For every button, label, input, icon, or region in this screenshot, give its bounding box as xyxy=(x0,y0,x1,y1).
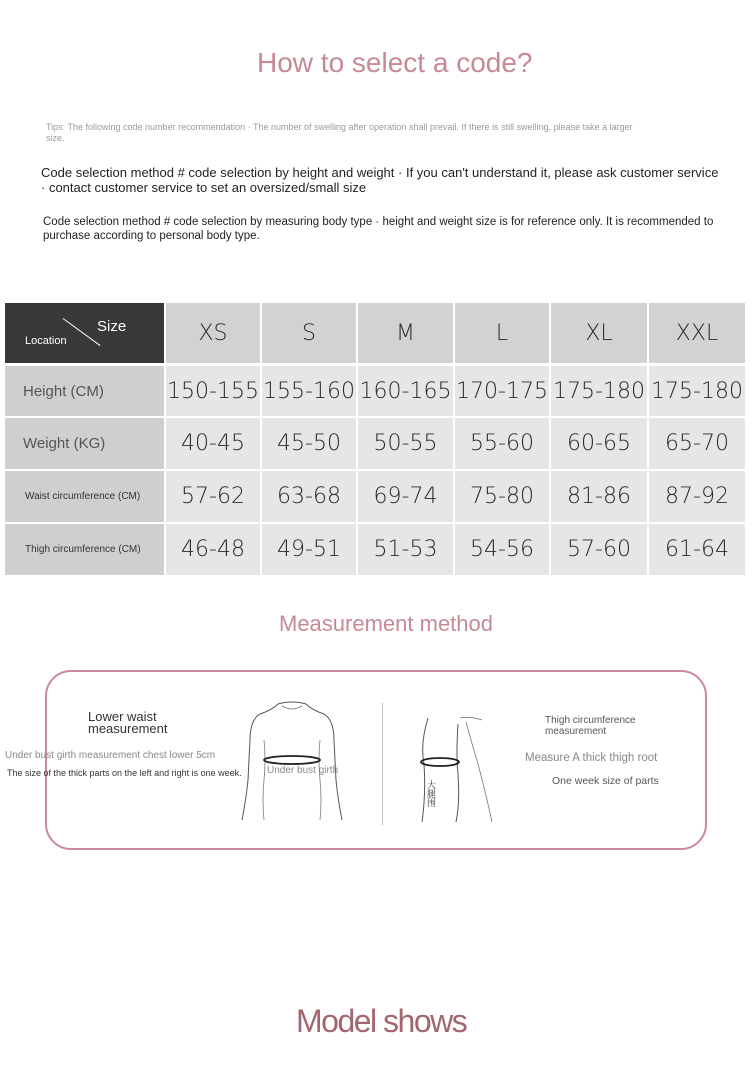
table-cell: 155-160 xyxy=(262,366,356,416)
table-cell: 81-86 xyxy=(551,471,647,522)
table-cell: 60-65 xyxy=(551,418,647,469)
table-cell: 45-50 xyxy=(262,418,356,469)
torso-figure-icon xyxy=(238,700,346,824)
table-cell: 160-165 xyxy=(358,366,453,416)
one-week-label: One week size of parts xyxy=(552,775,659,787)
tips-text: Tips: The following code number recommendation · The number of swelling after operation shall prevail. If there is still swelling, please take a larger size. xyxy=(46,122,633,143)
row-label: Height (CM) xyxy=(5,366,164,416)
thigh-tag-text: 大腿围 xyxy=(425,780,435,807)
size-table xyxy=(5,303,745,578)
method-height-weight: Code selection method # code selection by height and weight · If you can't understand it, please ask customer service · contact customer service to set an oversized/small size xyxy=(41,165,719,195)
corner-location-label: Location xyxy=(25,335,67,347)
table-cell: 46-48 xyxy=(166,524,260,575)
corner-diagonal xyxy=(63,318,101,346)
row-label: Waist circumference (CM) xyxy=(5,471,164,522)
table-cell: 50-55 xyxy=(358,418,453,469)
lower-waist-label: Lower waist measurement xyxy=(88,709,168,736)
table-cell: 55-60 xyxy=(455,418,549,469)
table-cell: 65-70 xyxy=(649,418,745,469)
corner-size-label: Size xyxy=(97,318,127,335)
table-cell: 51-53 xyxy=(358,524,453,575)
table-cell: 75-80 xyxy=(455,471,549,522)
table-cell: 54-56 xyxy=(455,524,549,575)
thick-parts-note: The size of the thick parts on the left and right is one week. xyxy=(7,768,242,778)
under-bust-girth-label: Under bust girth xyxy=(267,765,339,776)
size-header-xs: XS xyxy=(166,303,260,363)
row-label: Thigh circumference (CM) xyxy=(5,524,164,575)
table-corner-header xyxy=(5,303,164,363)
table-cell: 69-74 xyxy=(358,471,453,522)
under-bust-note: Under bust girth measurement chest lower 5cm xyxy=(5,750,216,761)
table-cell: 57-60 xyxy=(551,524,647,575)
method-body-type: Code selection method # code selection by measuring body type · height and weight size is for reference only. It is recommended to purchase according to personal body type. xyxy=(43,216,714,242)
size-header-xl: XL xyxy=(551,303,647,363)
table-cell: 49-51 xyxy=(262,524,356,575)
table-cell: 63-68 xyxy=(262,471,356,522)
table-cell: 170-175 xyxy=(455,366,549,416)
page-title: How to select a code? xyxy=(257,47,533,78)
table-cell: 87-92 xyxy=(649,471,745,522)
thigh-root-label: Measure A thick thigh root xyxy=(525,752,658,764)
table-cell: 175-180 xyxy=(551,366,647,416)
size-header-xxl: XXL xyxy=(649,303,745,363)
table-cell: 57-62 xyxy=(166,471,260,522)
size-header-m: M xyxy=(358,303,453,363)
table-cell: 150-155 xyxy=(166,366,260,416)
size-header-s: S xyxy=(262,303,356,363)
table-cell: 40-45 xyxy=(166,418,260,469)
thigh-circumference-label: Thigh circumference measurement xyxy=(545,715,636,737)
measurement-divider xyxy=(382,703,383,825)
table-cell: 61-64 xyxy=(649,524,745,575)
size-header-l: L xyxy=(455,303,549,363)
table-cell: 175-180 xyxy=(649,366,745,416)
row-label: Weight (KG) xyxy=(5,418,164,469)
thigh-figure-icon xyxy=(412,714,496,826)
measurement-title: Measurement method xyxy=(279,611,493,636)
model-shows-heading: Model shows xyxy=(296,1003,467,1039)
